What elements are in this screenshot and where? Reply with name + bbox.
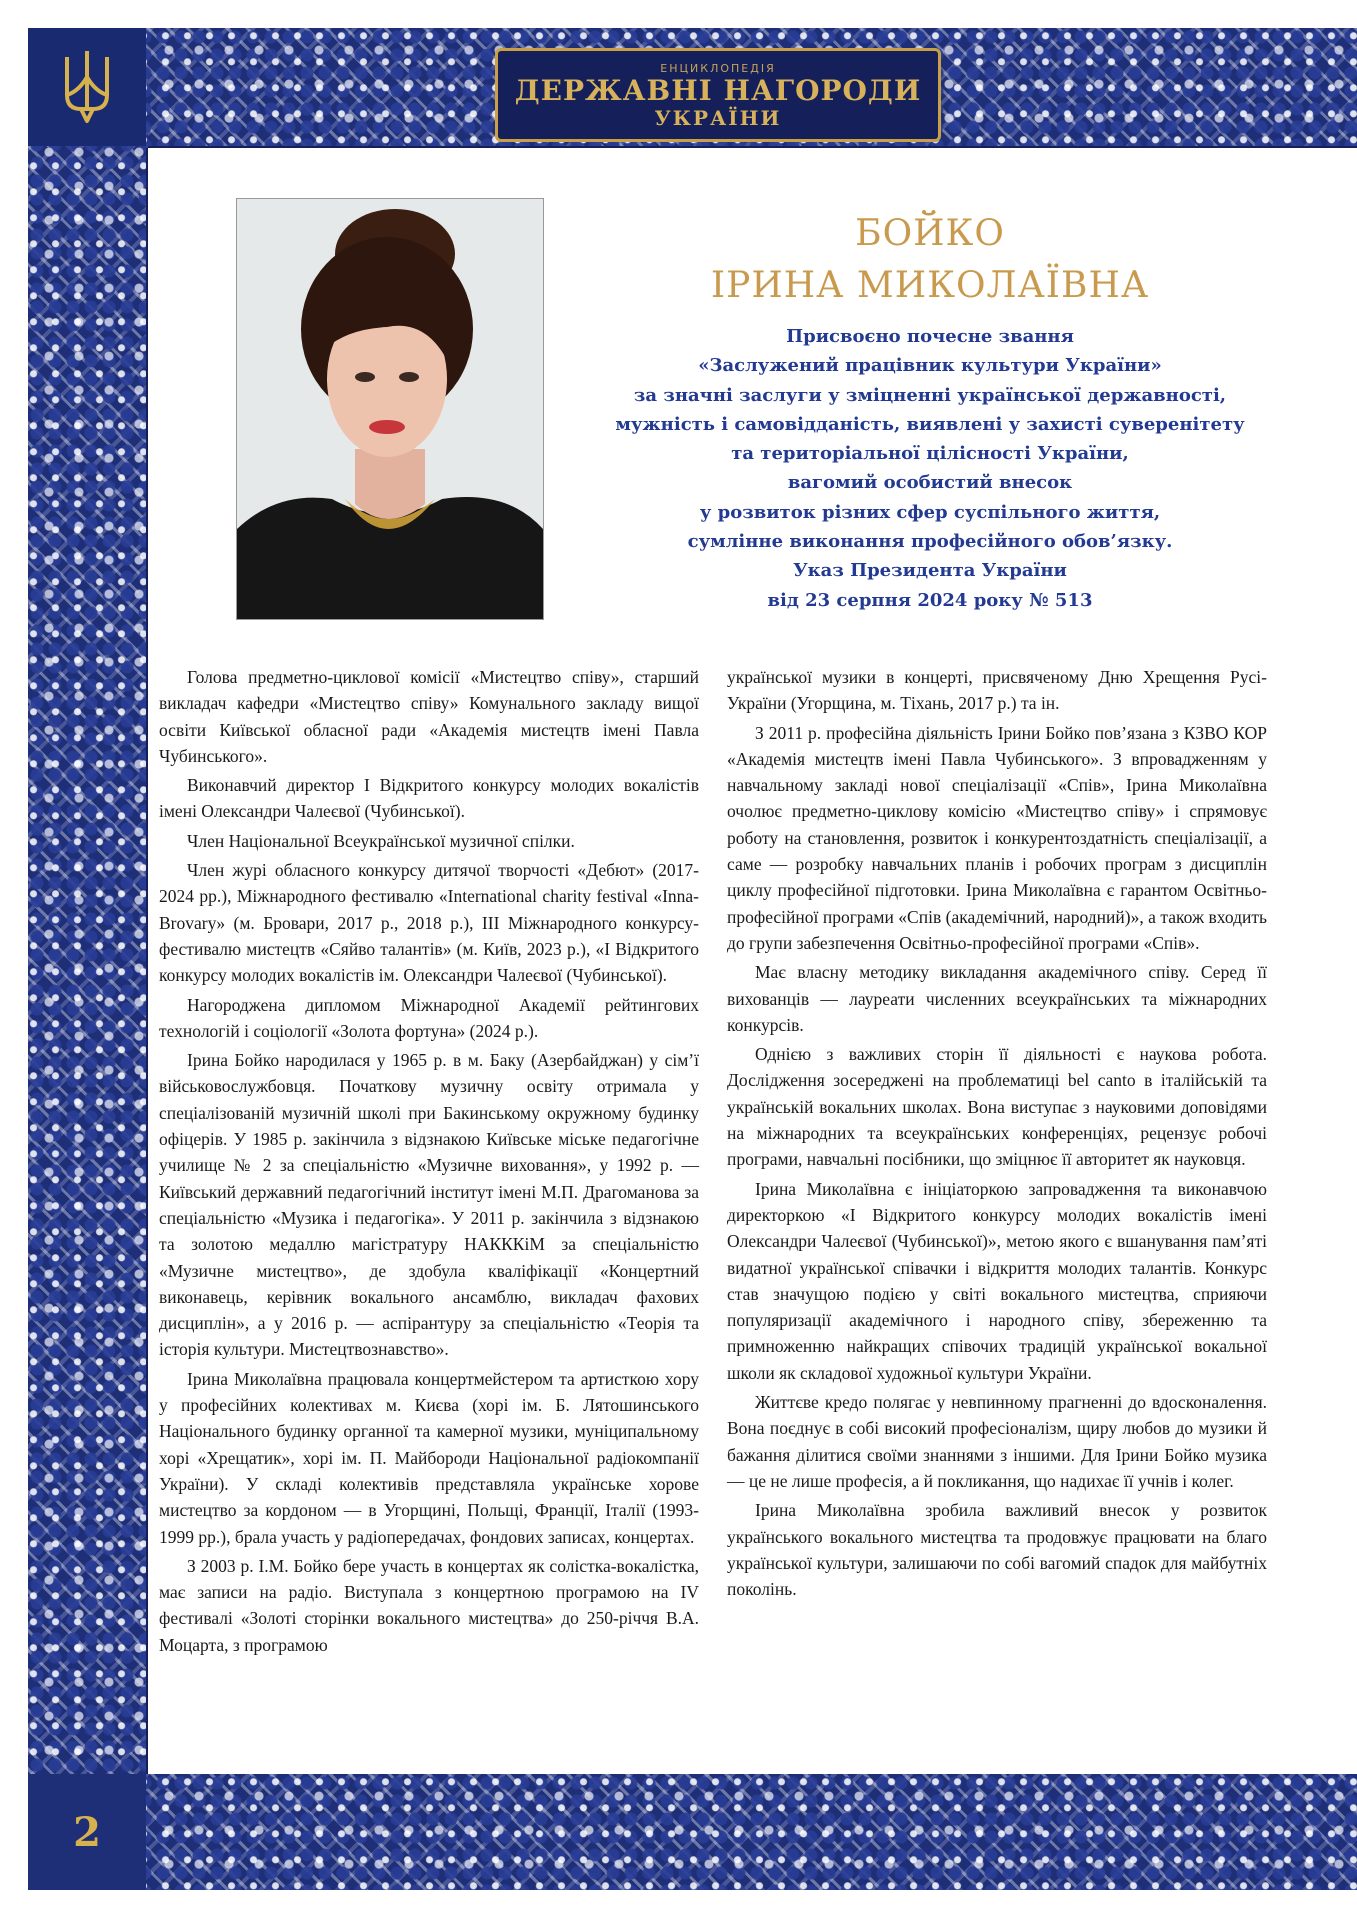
paragraph: Ірина Бойко народилася у 1965 р. в м. Баку (Азербайджан) у сім’ї військовослужбовця. Початкову музичну освіту отримала у спеціалізованій музичній школі при Бакинському окружному будинку офіцерів. У 1985 р. закінчила з відзнакою Київське міське педагогічне училище № 2 за спеціальністю «Музичне виховання», у 1992 р. — Київський державний педагогічний інститут імені М.П. Драгоманова за спеціальністю «Музика і педагогіка». У 2011 р. закінчила з відзнакою та золотою медаллю магістратуру НАКККіМ за спеціальністю «Музичне мистецтво», де здобула кваліфікації «Концертний виконавець, керівник вокального ансамблю, викладач фахових дисциплін», а у 2016 р. — аспірантуру за спеціальністю «Теорія та історія культури. Мистецтвознавство». xyxy=(159,1050,699,1360)
paragraph: Має власну методику викладання академічного співу. Серед її вихованців — лауреати численних всеукраїнських та міжнародних конкурсів. xyxy=(727,962,1267,1035)
portrait-photo xyxy=(236,198,544,620)
paragraph: З 2011 р. професійна діяльність Ірини Бойко пов’язана з КЗВО КОР «Академія мистецтв імені Павла Чубинського». З впровадженням у навчальному закладі нової спеціалізації «Спів», Ірина Миколаївна очолює предметно-циклову комісію «Мистецтво співу» і спрямовує роботу на становлення, розвиток і конкурентоздатність спеціалізації, а саме — розробку навчальних планів і робочих програм з дисциплін циклу професійної підготовки. Ірина Миколаївна є гарантом Освітньо-професійної програми «Спів (академічний, народний)», а також входить до групи забезпечення Освітньо-професійної програми «Спів». xyxy=(727,722,1267,953)
paragraph: Життєве кредо полягає у невпинному прагненні до вдосконалення. Вона поєднує в собі високий професіоналізм, щиру любов до музики й бажання ділитися своїми знаннями з іншими. Для Ірини Бойко музика — це не лише професія, а й покликання, що надихає її учнів і колег. xyxy=(727,1392,1267,1491)
award-line: «Заслужений працівник культури України» xyxy=(698,355,1162,377)
award-line: від 23 серпня 2024 року № 513 xyxy=(767,589,1093,611)
award-line: Указ Президента України xyxy=(793,560,1067,582)
paragraph: Ірина Миколаївна зробила важливий внесок у розвиток українського вокального мистецтва та продовжує працювати на благо української культури, залишаючи по собі вагомий спадок для майбутніх поколінь. xyxy=(727,1500,1267,1600)
top-divider xyxy=(148,146,1357,148)
person-surname: БОЙКО xyxy=(855,213,1005,254)
banner-subtitle: ЕНЦИКЛОПЕДІЯ xyxy=(660,61,776,75)
paragraph: З 2003 р. І.М. Бойко бере участь в концертах як солістка-вокалістка, має записи на радіо. Виступала з концертною програмою на IV фестивалі «Золоті сторінки вокального мистецтва» до 250-річчя В.А. Моцарта, з програмою xyxy=(159,1555,699,1655)
bottom-ornament-border xyxy=(28,1774,1357,1890)
award-line: сумлінне виконання професійного обов’язку. xyxy=(687,531,1173,553)
right-text-column xyxy=(727,664,1267,1605)
award-citation xyxy=(590,322,1270,615)
award-line: за значні заслуги у зміцненні української державності, xyxy=(633,384,1227,406)
paragraph: Нагороджена дипломом Міжнародної Академії рейтингових технологій і соціології «Золота фортуна» (2024 р.). xyxy=(159,994,699,1041)
header-banner xyxy=(495,48,941,142)
award-line: Присвоєно почесне звання xyxy=(786,326,1074,347)
paragraph: української музики в концерті, присвяченому Дню Хрещення Русі-України (Угорщина, м. Тіхань, 2017 р.) та ін. xyxy=(727,667,1267,714)
award-line: та територіальної цілісності України, xyxy=(731,443,1129,465)
person-given-names: ІРИНА МИКОЛАЇВНА xyxy=(710,265,1150,306)
banner-country: УКРАЇНИ xyxy=(654,105,782,130)
page-number-box xyxy=(28,1774,146,1890)
left-divider xyxy=(146,148,148,1774)
left-text-column xyxy=(159,664,699,1661)
paragraph: Член Національної Всеукраїнської музичної спілки. xyxy=(187,830,575,851)
award-line: у розвиток різних сфер суспільного життя, xyxy=(699,501,1161,523)
award-line: вагомий особистий внесок xyxy=(787,472,1073,494)
paragraph: Член журі обласного конкурсу дитячої творчості «Дебют» (2017-2024 рр.), Міжнародного фестивалю «International charity festival «Inna-Brovary» (м. Бровари, 2017 р., 2018 р.), ІІІ Міжнародного конкурсу-фестивалю мистецтв «Сяйво талантів» (м. Київ, 2023 р.), «І Відкритого конкурсу молодих вокалістів ім. Олександри Чалеєвої (Чубинської). xyxy=(159,860,699,986)
paragraph: Виконавчий директор І Відкритого конкурсу молодих вокалістів імені Олександри Чалеєвої (Чубинської). xyxy=(159,775,699,822)
paragraph: Голова предметно-циклової комісії «Мистецтво співу», старший викладач кафедри «Мистецтво співу» Комунального закладу вищої освіти Київської обласної ради «Академія мистецтв імені Павла Чубинського». xyxy=(159,667,699,766)
paragraph: Ірина Миколаївна є ініціаторкою запровадження та виконавчою директоркою «І Відкритого конкурсу молодих вокалістів імені Олександри Чалеєвої (Чубинської)», метою якого є вшанування пам’яті видатної української співачки і відкриття молодих талантів. Конкурс став значущою подією у світі вокального мистецтва, сприяючи популяризації академічного і народного співу, збереженню та примноженню найкращих співочих традицій української вокальної школи як складової художньої культури України. xyxy=(727,1178,1267,1383)
trident-icon xyxy=(59,47,115,127)
paragraph: Однією з важливих сторін її діяльності є наукова робота. Дослідження зосереджені на проблематиці bel canto в італійській та українській вокальних школах. Вона виступає з науковими доповідями на міжнародних та всеукраїнських конференціях, рецензує робочі програми, навчальні посібники, що зміцнює її авторитет як науковця. xyxy=(727,1044,1267,1170)
paragraph: Ірина Миколаївна працювала концертмейстером та артисткою хору у професійних колективах м. Києва (хорі ім. Б. Лятошинського Національного будинку органної та камерної музики, муніципальному хорі «Хрещатик», хорі ім. П. Майбороди Національної радіокомпанії України). У складі колективів представляла українське хорове мистецтво за кордоном — в Угорщині, Польщі, Франції, Італії (1993-1999 рр.), брала участь у радіопередачах, фондових записах, концертах. xyxy=(159,1368,699,1547)
award-line: мужність і самовідданість, виявлені у захисті суверенітету xyxy=(615,413,1245,435)
heading-block xyxy=(590,208,1270,615)
left-ornament-border xyxy=(28,28,148,1890)
banner-title: ДЕРЖАВНІ НАГОРОДИ xyxy=(514,73,922,107)
page-number: 2 xyxy=(73,1808,101,1856)
emblem-box xyxy=(28,28,146,146)
